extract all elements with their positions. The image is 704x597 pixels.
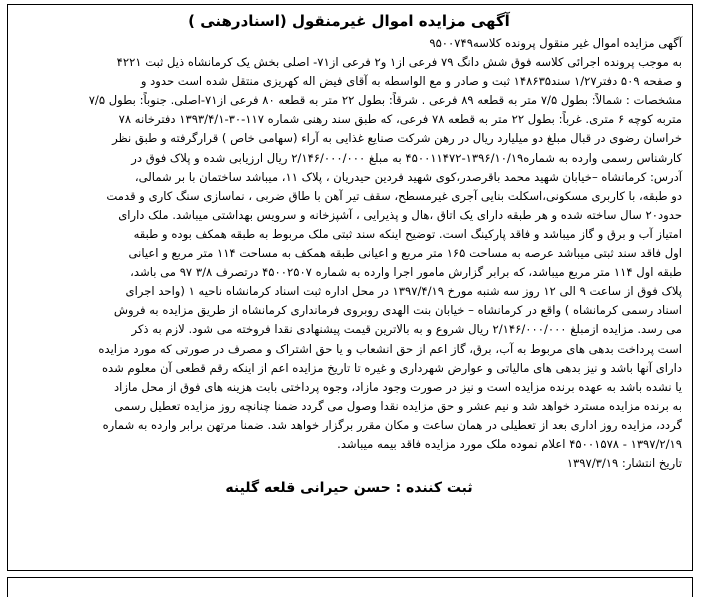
registrar-signature: ثبت کننده : حسن حیرانی قلعه گلینه (225, 480, 473, 497)
notice-line: کارشناس رسمی وارده به شماره۱۳۹۶/۱۰/۱۹-۴۵۰۰۱۱۴۷۲ به مبلغ ۲/۱۴۶/۰۰۰/۰۰۰ ریال ارزیابی شده و پلاک فوق در (131, 150, 682, 165)
notice-line: مشخصات : شمالاً: بطول ۷/۵ متر به قطعه ۸۹ فرعی . شرقاً: بطول ۲۲ متر به قطعه ۸۰ فرعی از۷۱-اصلی. جنوباً: بطول ۷/۵ (88, 93, 682, 108)
notice-box (7, 4, 693, 571)
notice-line: پلاک فوق از ساعت ۹ الی ۱۲ روز سه شنبه مورخ ۱۳۹۷/۴/۱۹ در محل اداره ثبت اسناد کرمانشاه ناحیه ۱ (واحد اجرای (125, 284, 682, 299)
next-notice-frame (7, 577, 693, 597)
notice-line: اسناد رسمی کرمانشاه ) واقع در کرمانشاه – خیابان بنت الهدی روبروی فرمانداری کرمانشاه از طریق مزایده به فروش (113, 303, 682, 318)
notice-line: طبقه اول ۱۱۴ متر مربع میباشد، که برابر گزارش مامور اجرا وارده به شماره ۴۵۰۰۲۵۰۷ درتصرف ۳/۸ ۹۷ می باشد، (130, 265, 682, 280)
notice-line: و صفحه ۵۰۹ دفتر۱/۲۷ سند۱۴۸۶۳۵ ثبت و صادر و مع الواسطه به آقای فیض اله کهریزی منتقل شده است حدود و (140, 74, 682, 89)
notice-line: می رسد. مزایده ازمبلغ ۲/۱۴۶/۰۰۰/۰۰۰ ریال شروع و به بالاترین قیمت پیشنهادی نقدا فروخته می شود. لازم به ذکر (131, 322, 682, 337)
notice-line: متربه کوچه ۶ متری. غرباً: بطول ۲۲ متر به قطعه ۷۸ فرعی، که طبق سند رهنی شماره ۱۱۷-۳۰-۱۳۹۳/۴/۱ دفترخانه ۷۸ (118, 112, 682, 127)
notice-line: دارای آنها باشد و نیز بدهی های مالیاتی و عوارض شهرداری و غیره تا تاریخ مزایده اعم از اینکه رقم قطعی آن معلوم شده (101, 360, 682, 375)
notice-line: ۱۳۹۷/۲/۱۹ - ۴۵۰۰۱۵۷۸ اعلام نموده ملک مورد مزایده فاقد بیمه میباشد. (337, 436, 682, 451)
notice-line: اول فاقد سند ثبتی میباشد عرصه به مساحت ۱۶۵ متر مربع و اعیانی طبقه همکف به مساحت ۱۱۴ متر مربع و اعیانی (128, 246, 682, 261)
notice-line: امتیاز آب و برق و گاز میباشد و فاقد پارکینگ است. توضیح اینکه سند ثبتی ملک مربوط به طبقه همکف بوده و طبقه (133, 226, 682, 241)
notice-line: به موجب پرونده اجرائی کلاسه فوق شش دانگ ۷۹ فرعی از۱ و۲ فرعی از۷۱- اصلی بخش یک کرمانشاه ذیل ثبت ۴۲۲۱ (116, 55, 682, 70)
notice-line: خراسان رضوی در قبال مبلغ دو میلیارد ریال در رهن شرکت صنایع غذایی به آراء (سهامی خاص ) قرارگرفته و طبق نظر (112, 131, 682, 146)
notice-title: آگهی مزایده اموال غیرمنقول (اسنادرهنی ) (188, 12, 510, 30)
notice-line: است پرداخت بدهی های مربوط به آب، برق، گاز اعم از حق انشعاب و یا حق اشتراک و مصرف در صورتی که مورد مزایده (98, 341, 682, 356)
notice-line: گردد، مزایده روز اداری بعد از تعطیلی در همان ساعت و مکان مقرر برگزار خواهد شد. ضمنا مرتهن برابر وارده به شماره (102, 417, 682, 432)
notice-line: حدود۲۰ سال ساخته شده و هر طبقه دارای یک اتاق ،هال و پذیرایی ، آشپزخانه و سرویس بهداشتی میباشد. ملک دارای (118, 207, 682, 222)
notice-line: آگهی مزایده اموال غیر منقول پرونده کلاسه۹۵۰۰۷۴۹ (429, 36, 682, 50)
notice-line: یا نشده باشد به عهده برنده مزایده است و نیز در صورت وجود مازاد، وجوه پرداختی بابت هزینه های فوق از محل مازاد (113, 379, 682, 394)
notice-line: به برنده مزایده مسترد خواهد شد و نیم عشر و حق مزایده نقدا وصول می گردد ضمنا چنانچه روز مزایده تعطیل رسمی (114, 398, 682, 413)
notice-line: دو طبقه، با کاربری مسکونی،اسکلت بنایی آجری غیرمسطح، سقف تیر آهن با طاق ضربی ، نماسازی سنگ کاری و قدمت (106, 188, 682, 203)
notice-line: آدرس: کرمانشاه –خیابان شهید محمد باقرصدر،کوی شهید فردین حیدریان ، پلاک ۱۱، میباشد ساختمان با بر شمالی، (134, 169, 682, 184)
notice-body (16, 34, 682, 454)
publication-date: تاریخ انتشار: ۱۳۹۷/۳/۱۹ (566, 456, 682, 471)
